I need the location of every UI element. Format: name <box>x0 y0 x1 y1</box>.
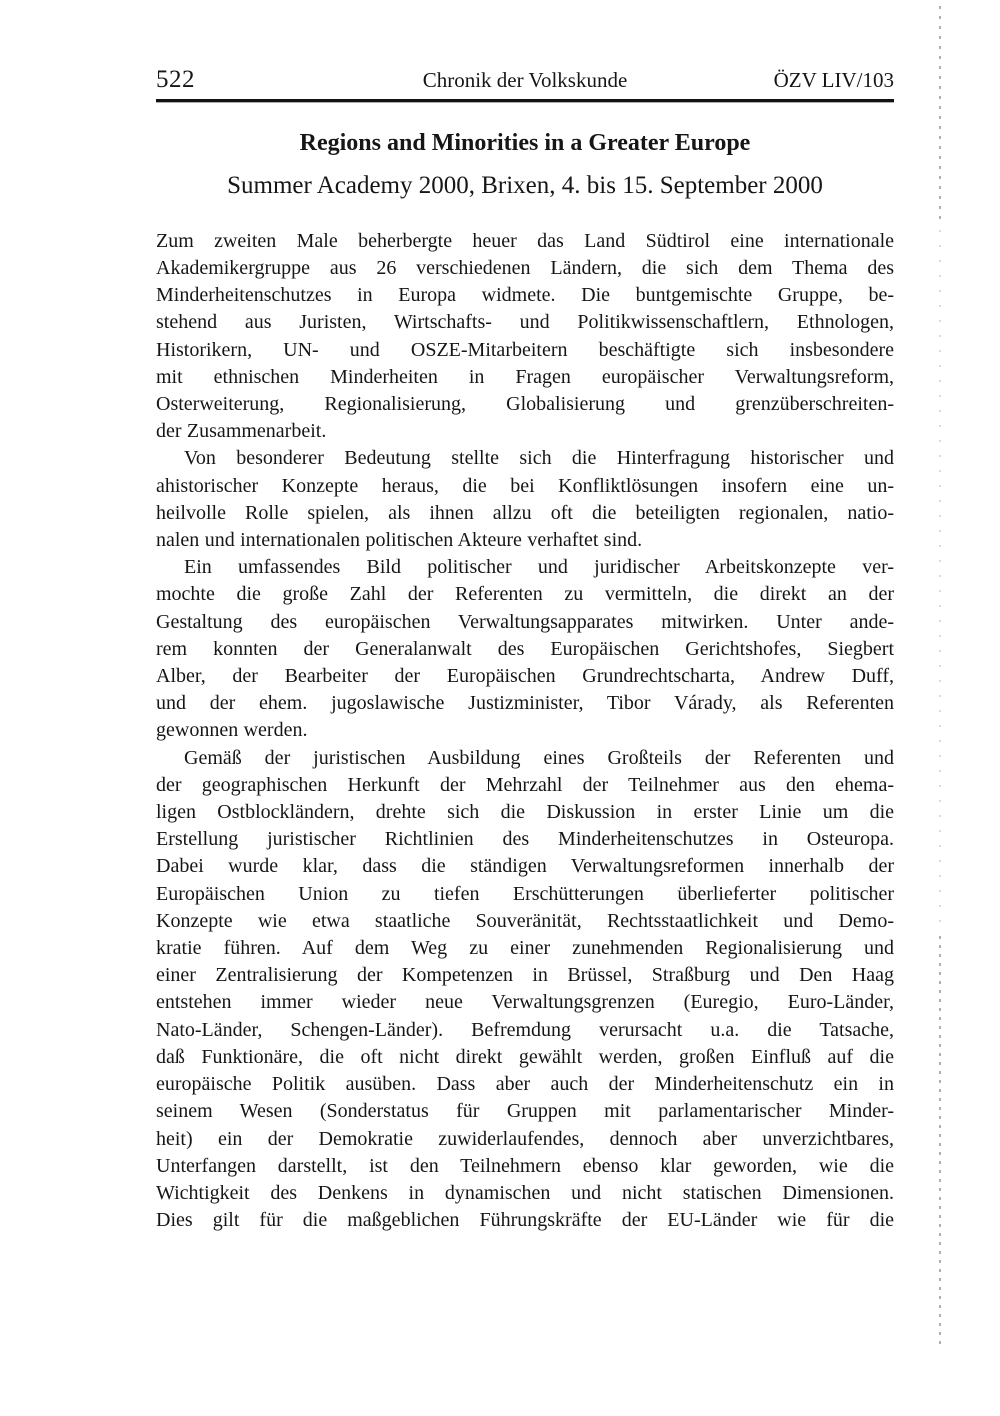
text-line: rem konnten der Generalanwalt des Europäischen Gerichtshofes, Siegbert <box>156 637 894 660</box>
paragraph <box>156 745 894 1235</box>
text-line: europäische Politik ausüben. Dass aber auch der Minderheitenschutz ein in <box>156 1073 894 1096</box>
paragraph <box>156 228 894 446</box>
text-line: Wichtigkeit des Denkens in dynamischen und nicht statischen Dimensionen. <box>156 1181 894 1204</box>
text-line: Erstellung juristischer Richtlinien des Minderheitenschutzes in Osteuropa. <box>156 828 894 851</box>
text-line: Osterweiterung, Regionalisierung, Globalisierung und grenzüberschreiten- <box>156 393 894 416</box>
text-line: Historikern, UN- und OSZE-Mitarbeitern beschäftigte sich insbesondere <box>156 338 894 361</box>
text-line: Alber, der Bearbeiter der Europäischen Grundrechtscharta, Andrew Duff, <box>156 665 894 688</box>
text-line: der geographischen Herkunft der Mehrzahl der Teilnehmer aus den ehema- <box>156 773 894 796</box>
text-line: ligen Ostblockländern, drehte sich die Diskussion in erster Linie um die <box>156 801 894 824</box>
text-line: Gemäß der juristischen Ausbildung eines Großteils der Referenten und <box>184 746 894 769</box>
article-title: Regions and Minorities in a Greater Europe <box>299 130 751 156</box>
text-line: Von besonderer Bedeutung stellte sich die Hinterfragung historischer und <box>184 447 894 470</box>
text-line: Zum zweiten Male beherbergte heuer das Land Südtirol eine internationale <box>156 229 894 252</box>
text-line: Dies gilt für die maßgeblichen Führungskräfte der EU-Länder wie für die <box>156 1209 894 1232</box>
paragraph <box>156 445 894 554</box>
scan-artifact-dotted-line-middle <box>939 230 941 930</box>
text-line: heilvolle Rolle spielen, als ihnen allzu oft die beteiligten regionalen, natio- <box>156 501 894 524</box>
text-line: kratie führen. Auf dem Weg zu einer zunehmenden Regionalisierung und <box>156 937 894 960</box>
text-line: Nato-Länder, Schengen-Länder). Befremdung verursacht u.a. die Tatsache, <box>156 1018 894 1041</box>
text-line: Ein umfassendes Bild politischer und juridischer Arbeitskonzepte ver- <box>184 556 894 579</box>
text-line: nalen und internationalen politischen Akteure verhaftet sind. <box>156 529 643 552</box>
scan-artifact-dotted-line-top <box>939 6 941 224</box>
article-subtitle: Summer Academy 2000, Brixen, 4. bis 15. September 2000 <box>227 171 823 199</box>
text-line: entstehen immer wieder neue Verwaltungsgrenzen (Euregio, Euro-Länder, <box>156 991 894 1014</box>
text-line: gewonnen werden. <box>156 719 308 742</box>
text-line: mit ethnischen Minderheiten in Fragen europäischer Verwaltungsreform, <box>156 365 894 388</box>
text-line: stehend aus Juristen, Wirtschafts- und Politikwissenschaftlern, Ethnologen, <box>156 311 894 334</box>
running-header <box>156 60 894 92</box>
text-line: Konzepte wie etwa staatliche Souveränität, Rechtsstaatlichkeit und Demo- <box>156 909 894 932</box>
scan-artifact-dotted-line-bottom <box>939 936 941 1344</box>
text-line: Europäischen Union zu tiefen Erschütterungen überlieferter politischer <box>156 882 894 905</box>
issue-reference: ÖZV LIV/103 <box>773 68 894 92</box>
journal-title: Chronik der Volkskunde <box>422 68 628 92</box>
header-divider-rule <box>156 99 894 102</box>
text-line: und der ehem. jugoslawische Justizminister, Tibor Várady, als Referenten <box>156 692 894 715</box>
page-content <box>156 60 894 1234</box>
text-line: Unterfangen darstellt, ist den Teilnehmern ebenso klar geworden, wie die <box>156 1154 894 1177</box>
text-line: der Zusammenarbeit. <box>156 420 327 443</box>
text-line: Gestaltung des europäischen Verwaltungsapparates mitwirken. Unter ande- <box>156 610 894 633</box>
text-line: mochte die große Zahl der Referenten zu vermitteln, die direkt an der <box>156 583 894 606</box>
text-line: Akademikergruppe aus 26 verschiedenen Ländern, die sich dem Thema des <box>156 257 894 279</box>
text-line: daß Funktionäre, die oft nicht direkt gewählt werden, großen Einfluß auf die <box>156 1045 894 1068</box>
text-line: einer Zentralisierung der Kompetenzen in Brüssel, Straßburg und Den Haag <box>156 964 894 987</box>
text-line: Dabei wurde klar, dass die ständigen Verwaltungsreformen innerhalb der <box>156 855 894 878</box>
text-line: heit) ein der Demokratie zuwiderlaufendes, dennoch aber unverzichtbares, <box>156 1127 894 1150</box>
page-number: 522 <box>156 66 195 93</box>
paragraph <box>156 554 894 744</box>
text-line: ahistorischer Konzepte heraus, die bei Konfliktlösungen insofern eine un- <box>156 474 894 497</box>
article-body <box>156 228 894 1235</box>
text-line: seinem Wesen (Sonderstatus für Gruppen mit parlamentarischer Minder- <box>156 1100 894 1123</box>
text-line: Minderheitenschutzes in Europa widmete. Die buntgemischte Gruppe, be- <box>156 284 894 307</box>
